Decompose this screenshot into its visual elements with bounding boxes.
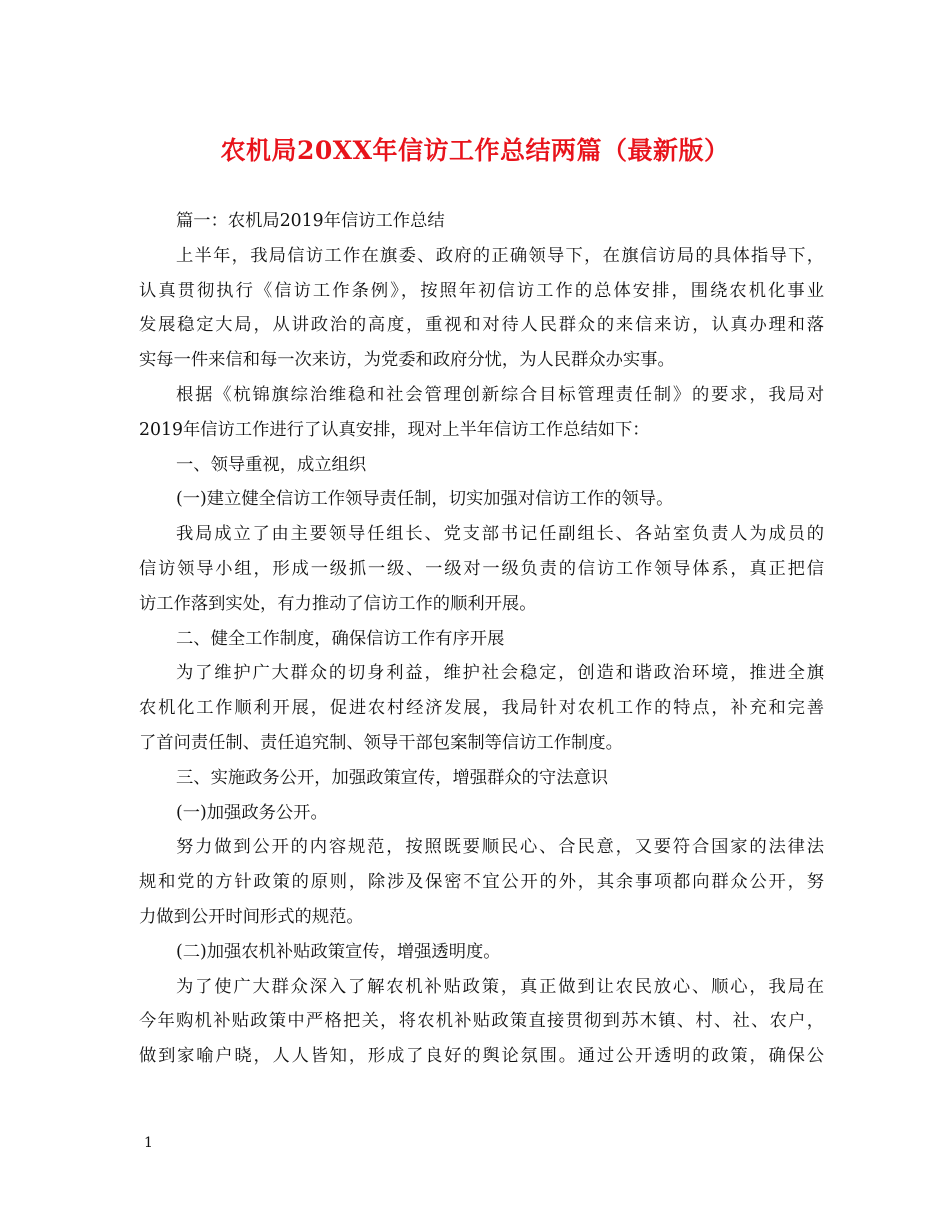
- paragraph-line: 规和党的方针政策的原则，除涉及保密不宜公开的外，其余事项都向群众公开，努: [139, 872, 824, 893]
- paragraph-line: 根据《杭锦旗综治维稳和社会管理创新综合目标管理责任制》的要求，我局对: [176, 384, 824, 405]
- paragraph-line: 实每一件来信和每一次来访，为党委和政府分忧，为人民群众办实事。: [139, 350, 675, 371]
- paragraph-line: 为了维护广大群众的切身利益，维护社会稳定，创造和谐政治环境，推进全旗: [176, 663, 824, 684]
- paragraph-line: 2019年信访工作进行了认真安排，现对上半年信访工作总结如下：: [139, 419, 650, 440]
- paragraph-line: 信访领导小组，形成一级抓一级、一级对一级负责的信访工作领导体系，真正把信: [139, 558, 824, 579]
- paragraph-line: 力做到公开时间形式的规范。: [139, 906, 364, 927]
- section-heading: 篇一：农机局2019年信访工作总结: [176, 211, 445, 231]
- document-body: [139, 204, 824, 1074]
- paragraph-line: 了首问责任制、责任追究制、领导干部包案制等信访工作制度。: [139, 732, 623, 753]
- page-number: 1: [144, 1135, 153, 1151]
- paragraph-line: 访工作落到实处，有力推动了信访工作的顺利开展。: [139, 593, 537, 614]
- paragraph-line: 认真贯彻执行《信访工作条例》，按照年初信访工作的总体安排，围绕农机化事业: [139, 280, 824, 301]
- paragraph-line: 做到家喻户晓，人人皆知，形成了良好的舆论氛围。通过公开透明的政策，确保公: [139, 1046, 824, 1067]
- subsection-heading: (一)加强政务公开。: [176, 802, 328, 823]
- section-heading: 二、健全工作制度，确保信访工作有序开展: [176, 628, 505, 649]
- subsection-heading: (二)加强农机补贴政策宣传，增强透明度。: [176, 941, 501, 962]
- section-heading: 一、领导重视，成立组织: [176, 454, 367, 475]
- paragraph-line: 今年购机补贴政策中严格把关，将农机补贴政策直接贯彻到苏木镇、村、社、农户，: [139, 1011, 824, 1032]
- paragraph-line: 努力做到公开的内容规范，按照既要顺民心、合民意，又要符合国家的法律法: [176, 837, 824, 858]
- paragraph-line: 发展稳定大局，从讲政治的高度，重视和对待人民群众的来信来访，认真办理和落: [139, 315, 824, 336]
- document-title: 农机局20XX年信访工作总结两篇（最新版）: [220, 136, 730, 165]
- section-heading: 三、实施政务公开，加强政策宣传，增强群众的守法意识: [176, 767, 609, 788]
- subsection-heading: (一)建立健全信访工作领导责任制，切实加强对信访工作的领导。: [176, 489, 674, 510]
- paragraph-line: 上半年，我局信访工作在旗委、政府的正确领导下，在旗信访局的具体指导下，: [176, 245, 824, 266]
- paragraph-line: 我局成立了由主要领导任组长、党支部书记任副组长、各站室负责人为成员的: [176, 524, 824, 545]
- paragraph-line: 为了使广大群众深入了解农机补贴政策，真正做到让农民放心、顺心，我局在: [176, 976, 824, 997]
- paragraph-line: 农机化工作顺利开展，促进农村经济发展，我局针对农机工作的特点，补充和完善: [139, 698, 824, 719]
